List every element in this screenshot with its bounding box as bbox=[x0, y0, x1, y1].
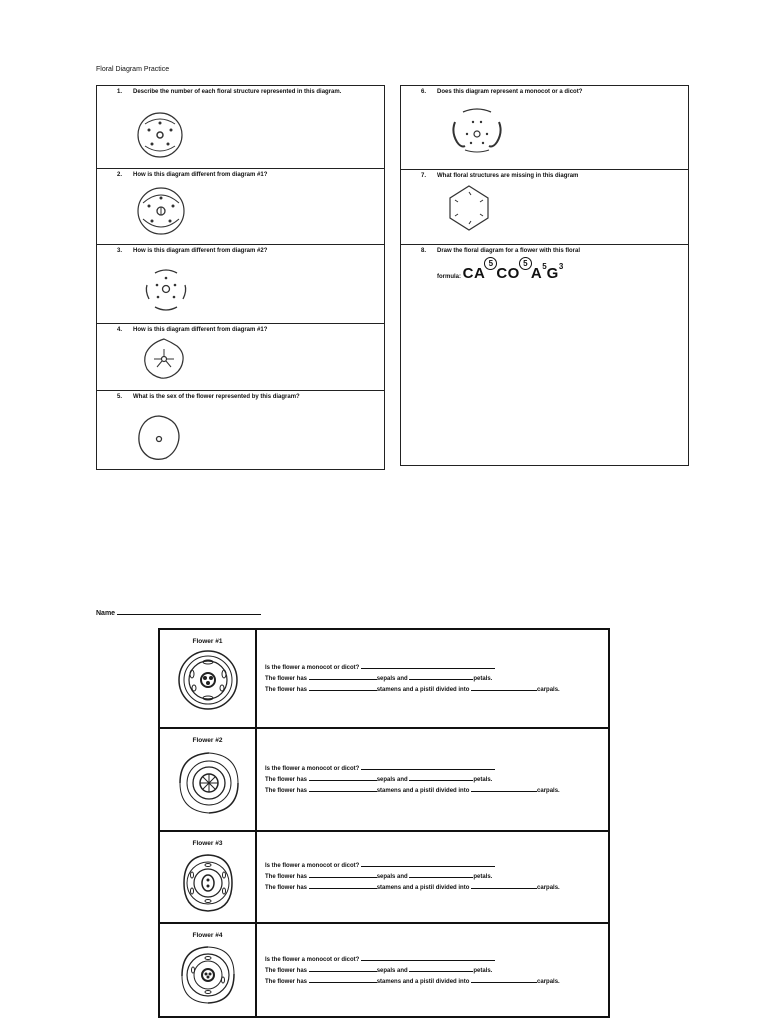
flower-label: Flower #4 bbox=[192, 932, 223, 939]
sepals-label: sepals and bbox=[376, 968, 408, 974]
monocot-dicot-blank[interactable] bbox=[361, 763, 495, 770]
question-number: 6. bbox=[421, 89, 427, 95]
stamens-label: stamens and a pistil divided into bbox=[376, 788, 470, 794]
carpals-label: carpals. bbox=[537, 979, 560, 985]
floral-diagram-5 bbox=[135, 413, 183, 463]
formula-gynoecium: G bbox=[546, 265, 559, 282]
carpals-label: carpals. bbox=[537, 788, 560, 794]
monocot-dicot-blank[interactable] bbox=[361, 954, 495, 961]
name-field[interactable] bbox=[96, 607, 261, 617]
question-number: 3. bbox=[117, 248, 123, 254]
carpals-blank[interactable] bbox=[471, 882, 537, 889]
question-text: How is this diagram different from diagram #2? bbox=[133, 248, 268, 254]
question-text: Does this diagram represent a monocot or a dicot? bbox=[437, 89, 583, 95]
monocot-dicot-question: Is the flower a monocot or dicot? bbox=[265, 665, 360, 671]
floral-formula bbox=[437, 257, 563, 282]
flower-label: Flower #2 bbox=[192, 737, 223, 744]
question-text: How is this diagram different from diagram #1? bbox=[133, 327, 268, 333]
flower-diagram-3 bbox=[176, 850, 240, 916]
flower-label: Flower #3 bbox=[192, 840, 223, 847]
question-text: What is the sex of the flower represented by this diagram? bbox=[133, 394, 300, 400]
petals-label: petals. bbox=[473, 968, 493, 974]
flower-table bbox=[158, 628, 610, 1018]
sepals-petals-text: The flower has bbox=[265, 874, 308, 880]
stamens-blank[interactable] bbox=[309, 976, 377, 983]
stamens-carpals-text: The flower has bbox=[265, 687, 308, 693]
flower-diagram-4 bbox=[176, 942, 240, 1008]
stamens-blank[interactable] bbox=[309, 684, 377, 691]
question-text: How is this diagram different from diagram #1? bbox=[133, 172, 268, 178]
petals-blank[interactable] bbox=[409, 965, 473, 972]
petals-label: petals. bbox=[473, 874, 493, 880]
stamens-label: stamens and a pistil divided into bbox=[376, 979, 470, 985]
question-row-7 bbox=[401, 170, 688, 245]
floral-diagram-6 bbox=[449, 106, 505, 156]
floral-diagram-7 bbox=[443, 182, 495, 234]
question-row-5 bbox=[97, 391, 384, 471]
flower-row-2 bbox=[160, 729, 608, 832]
question-row-6 bbox=[401, 86, 688, 170]
monocot-dicot-blank[interactable] bbox=[361, 662, 495, 669]
question-text: Draw the floral diagram for a flower with this floral bbox=[437, 248, 581, 254]
sepals-blank[interactable] bbox=[309, 871, 377, 878]
sepals-petals-text: The flower has bbox=[265, 968, 308, 974]
question-text: Describe the number of each floral structure represented in this diagram. bbox=[133, 89, 342, 95]
flower-row-1 bbox=[160, 630, 608, 729]
flower-diagram-2 bbox=[174, 747, 244, 819]
sepals-blank[interactable] bbox=[309, 673, 377, 680]
question-row-1 bbox=[97, 86, 384, 169]
carpals-blank[interactable] bbox=[471, 785, 537, 792]
petals-label: petals. bbox=[473, 676, 493, 682]
name-blank[interactable] bbox=[117, 607, 261, 615]
sepals-blank[interactable] bbox=[309, 965, 377, 972]
petals-blank[interactable] bbox=[409, 871, 473, 878]
formula-corolla-count: 5 bbox=[519, 257, 532, 270]
question-number: 5. bbox=[117, 394, 123, 400]
question-row-4 bbox=[97, 324, 384, 391]
formula-calyx-count: 5 bbox=[484, 257, 497, 270]
stamens-carpals-text: The flower has bbox=[265, 885, 308, 891]
formula-gynoecium-count: 3 bbox=[558, 262, 564, 271]
monocot-dicot-blank[interactable] bbox=[361, 860, 495, 867]
carpals-blank[interactable] bbox=[471, 976, 537, 983]
carpals-label: carpals. bbox=[537, 687, 560, 693]
left-question-box bbox=[96, 85, 385, 470]
sepals-label: sepals and bbox=[376, 676, 408, 682]
monocot-dicot-question: Is the flower a monocot or dicot? bbox=[265, 863, 360, 869]
carpals-label: carpals. bbox=[537, 885, 560, 891]
carpals-blank[interactable] bbox=[471, 684, 537, 691]
flower-row-4 bbox=[160, 924, 608, 1016]
floral-diagram-1 bbox=[135, 110, 185, 160]
question-number: 8. bbox=[421, 248, 427, 254]
question-number: 7. bbox=[421, 173, 427, 179]
page-title: Floral Diagram Practice bbox=[96, 66, 170, 73]
sepals-label: sepals and bbox=[376, 874, 408, 880]
stamens-carpals-text: The flower has bbox=[265, 788, 308, 794]
stamens-blank[interactable] bbox=[309, 882, 377, 889]
stamens-blank[interactable] bbox=[309, 785, 377, 792]
sepals-petals-text: The flower has bbox=[265, 676, 308, 682]
question-text: What floral structures are missing in this diagram bbox=[437, 173, 579, 179]
question-number: 2. bbox=[117, 172, 123, 178]
name-label: Name bbox=[96, 610, 116, 617]
right-question-box bbox=[400, 85, 689, 466]
monocot-dicot-question: Is the flower a monocot or dicot? bbox=[265, 957, 360, 963]
floral-diagram-4 bbox=[141, 336, 187, 382]
sepals-blank[interactable] bbox=[309, 774, 377, 781]
floral-diagram-3 bbox=[141, 261, 191, 317]
question-number: 4. bbox=[117, 327, 123, 333]
question-row-2 bbox=[97, 169, 384, 245]
formula-androecium-count: 5 bbox=[542, 262, 547, 271]
petals-blank[interactable] bbox=[409, 673, 473, 680]
formula-androecium: A bbox=[530, 265, 543, 282]
question-row-8 bbox=[401, 245, 688, 467]
flower-label: Flower #1 bbox=[192, 638, 223, 645]
formula-calyx: CA bbox=[462, 265, 486, 282]
formula-label: formula: bbox=[437, 274, 461, 280]
stamens-label: stamens and a pistil divided into bbox=[376, 687, 470, 693]
stamens-label: stamens and a pistil divided into bbox=[376, 885, 470, 891]
formula-corolla: CO bbox=[496, 265, 520, 282]
petals-blank[interactable] bbox=[409, 774, 473, 781]
floral-diagram-2 bbox=[135, 185, 187, 237]
monocot-dicot-question: Is the flower a monocot or dicot? bbox=[265, 766, 360, 772]
flower-row-3 bbox=[160, 832, 608, 924]
sepals-petals-text: The flower has bbox=[265, 777, 308, 783]
sepals-label: sepals and bbox=[376, 777, 408, 783]
question-row-3 bbox=[97, 245, 384, 324]
flower-diagram-1 bbox=[176, 648, 240, 712]
petals-label: petals. bbox=[473, 777, 493, 783]
question-number: 1. bbox=[117, 89, 123, 95]
stamens-carpals-text: The flower has bbox=[265, 979, 308, 985]
